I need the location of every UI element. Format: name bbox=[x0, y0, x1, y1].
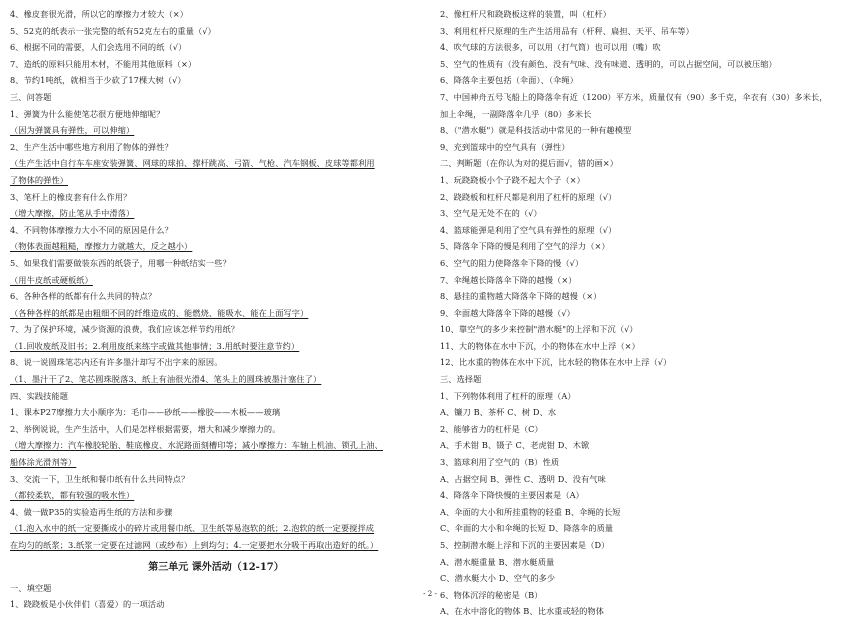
question-line: 5、52克的纸表示一张完整的纸有52克左右的重量（√） bbox=[10, 25, 216, 36]
question-line: 1、玩跷跷板小个子跷不起大个子（×） bbox=[440, 174, 585, 185]
question-line: A、镰刀 B、茶杯 C、树 D、水 bbox=[440, 407, 557, 418]
answer-line: （增大摩擦力：汽车橡胶轮胎、鞋底橡皮、水泥路面刻槽印等；减小摩擦力：车轴上机油、锁孔上油、 bbox=[10, 440, 383, 451]
question-line: A、占据空间 B、弹性 C、透明 D、没有气味 bbox=[440, 473, 606, 484]
question-line: 8、（"潜水艇"）就是科技活动中常见的一种有趣模型 bbox=[440, 125, 632, 136]
question-line: 2、能够省力的杠杆是（C） bbox=[440, 423, 543, 434]
question-line: 11、大的物体在水中下沉，小的物体在水中上浮（×） bbox=[440, 340, 640, 351]
question-line: 1、弹簧为什么能使笔芯很方便地伸缩呢？ bbox=[10, 108, 165, 119]
question-line: 加上伞绳，一副降落伞几乎（80）多米长 bbox=[440, 108, 592, 119]
question-line: 4、篮球能弹是利用了空气具有弹性的原理（√） bbox=[440, 224, 617, 235]
question-line: 2、生产生活中哪些地方利用了物体的弹性？ bbox=[10, 141, 173, 152]
question-line: 2、像杠杆尺和跷跷板这样的装置，叫（杠杆） bbox=[440, 9, 612, 19]
question-line: 3、篮球利用了空气的（B）性质 bbox=[440, 457, 560, 468]
question-line: 6、物体沉浮的秘密是（B） bbox=[440, 589, 543, 600]
answer-line: （用牛皮纸或硬板纸） bbox=[10, 274, 93, 285]
question-line: 二、判断题（在你认为对的提后面√，错的画×） bbox=[440, 158, 619, 169]
answer-line: （增大摩擦，防止笔从手中滑落） bbox=[10, 208, 135, 219]
page-number: - 2 - bbox=[423, 590, 437, 598]
question-line: 9、伞面越大降落伞下降的越慢（√） bbox=[440, 307, 575, 318]
answer-line: （因为弹簧具有弹性，可以伸缩） bbox=[10, 125, 135, 136]
question-line: 7、为了保护环境，减少资源的浪费，我们应该怎样节约用纸？ bbox=[10, 324, 240, 335]
question-line: 1、课本P27摩擦力大小顺序为：毛巾——砂纸——橡胶——木板——玻璃 bbox=[10, 407, 281, 418]
answer-line: 在均匀的纸浆；3.纸浆一定要在过滤网（或纱布）上到均匀；4.一定要把水分吸干再取出造好的纸。） bbox=[10, 540, 379, 550]
left-column bbox=[10, 6, 422, 613]
answer-line: （都较柔软，都有较强的吸水性） bbox=[10, 490, 135, 501]
question-line: 4、不同物体摩擦力大小不同的原因是什么？ bbox=[10, 224, 173, 235]
question-line: A、手术钳 B、镊子 C、老虎钳 D、木锨 bbox=[440, 440, 590, 451]
answer-line: （各种各样的纸都是由粗细不同的纤维造成的、能燃烧、能吸水、能在上面写字） bbox=[10, 307, 309, 318]
question-line: 7、中国神舟五号飞船上的降落伞有近（1200）平方米，质量仅有（90）多千克，伞衣有（30）多米长， bbox=[440, 91, 828, 102]
answer-line: （1.回收废纸及旧书；2.利用废纸来练字或做其他事情；3.用纸时要注意节约） bbox=[10, 340, 300, 351]
question-line: 10、靠空气的多少来控制"潜水艇"的上浮和下沉（√） bbox=[440, 324, 638, 335]
answer-line: （1、墨汁干了2、笔芯圆珠脱落3、纸上有油很光滑4、笔头上的圆珠被墨汁塞住了） bbox=[10, 374, 322, 385]
question-line: 7、伞绳越长降落伞下降的越慢（×） bbox=[440, 274, 577, 285]
question-line: C、伞面的大小和伞绳的长短 D、降落伞的质量 bbox=[440, 523, 614, 534]
question-line: 三、问答题 bbox=[10, 91, 52, 102]
question-line: 3、笔杆上的橡皮套有什么作用？ bbox=[10, 191, 132, 202]
question-line: 9、充到篮球中的空气具有（弹性） bbox=[440, 141, 570, 152]
question-line: A、在水中溶化的物体 B、比水重或轻的物体 bbox=[440, 606, 605, 617]
question-line: A、潜水艇重量 B、潜水艇质量 bbox=[440, 556, 555, 567]
question-line: 8、说一说圆珠笔芯内还有许多墨汁却写不出字来的原因。 bbox=[10, 357, 223, 368]
answer-line: 船体涂光滑剂等） bbox=[10, 457, 77, 468]
question-line: 5、空气的性质有（没有颜色、没有气味、没有味道、透明的，可以占据空间，可以被压缩） bbox=[440, 58, 777, 69]
question-line: 5、如果我们需要做装东西的纸袋子，用哪一种纸结实一些？ bbox=[10, 257, 231, 268]
answer-line: （生产生活中自行车车座安装弹簧、网球的球拍、撑杆跳高、弓箭、气枪、汽车钢板、皮球等都利用 bbox=[10, 158, 375, 169]
question-line: 12、比水重的物体在水中下沉，比水轻的物体在水中上浮（√） bbox=[440, 357, 672, 368]
question-line: 四、实践技能题 bbox=[10, 390, 69, 401]
question-line: 3、交流一下，卫生纸和餐巾纸有什么共同特点？ bbox=[10, 473, 190, 484]
unit-heading: 第三单元 课外活动（12-17） bbox=[148, 561, 284, 573]
question-line: 6、空气的阻力使降落伞下降的慢（√） bbox=[440, 257, 584, 268]
answer-line: （1.泡入水中的纸一定要撕成小的碎片或用餐巾纸、卫生纸等易泡软的纸；2.泡软的纸一定要搅拌成 bbox=[10, 523, 375, 534]
answer-line: 了物体的弹性） bbox=[10, 174, 69, 185]
right-column bbox=[440, 6, 850, 620]
question-line: 2、跷跷板和杠杆尺都是利用了杠杆的原理（√） bbox=[440, 191, 617, 202]
question-line: 4、做一做P35的实验造再生纸的方法和步骤 bbox=[10, 506, 173, 517]
question-line: 8、节约1吨纸，就相当于少砍了17棵大树（√） bbox=[10, 75, 186, 86]
question-line: 5、降落伞下降的慢是利用了空气的浮力（×） bbox=[440, 241, 610, 252]
question-line: 8、悬挂的重物越大降落伞下降的越慢（×） bbox=[440, 291, 602, 302]
question-line: A、伞面的大小和所挂重物的轻重 B、伞绳的长短 bbox=[440, 506, 621, 517]
answer-line: （物体表面越粗糙，摩擦力力就越大，反之越小） bbox=[10, 241, 193, 252]
question-line: C、潜水艇大小 D、空气的多少 bbox=[440, 573, 556, 584]
question-line: 三、选择题 bbox=[440, 374, 482, 385]
question-line: 2、举例说说，生产生活中，人们是怎样根据需要，增大和减少摩擦力的。 bbox=[10, 423, 281, 434]
question-line: 4、吹气球的方法很多，可以用（打气筒）也可以用（嘴）吹 bbox=[440, 42, 661, 53]
question-line: 4、橡皮套很光滑，所以它的摩擦力才较大（×） bbox=[10, 9, 189, 19]
question-line: 4、降落伞下降快慢的主要因素是（A） bbox=[440, 490, 584, 501]
question-line: 5、控制潜水艇上浮和下沉的主要因素是（D） bbox=[440, 540, 610, 550]
question-line: 3、空气是无处不在的（√） bbox=[440, 208, 542, 219]
question-line: 1、下列物体利用了杠杆的原理（A） bbox=[440, 390, 576, 401]
question-line: 3、利用杠杆尺原理的生产生活用品有（杆秤、扁担、天平、吊车等） bbox=[440, 25, 694, 36]
question-line: 1、跷跷板是小伙伴们（喜爱）的一项活动 bbox=[10, 599, 165, 610]
question-line: 6、根据不同的需要，人们会选用不同的纸（√） bbox=[10, 42, 187, 53]
question-line: 一、填空题 bbox=[10, 582, 52, 593]
question-line: 7、造纸的原料只能用木材，不能用其他原料（×） bbox=[10, 58, 197, 69]
question-line: 6、各种各样的纸都有什么共同的特点？ bbox=[10, 291, 157, 302]
question-line: 6、降落伞主要包括（伞面）、（伞绳） bbox=[440, 75, 578, 86]
